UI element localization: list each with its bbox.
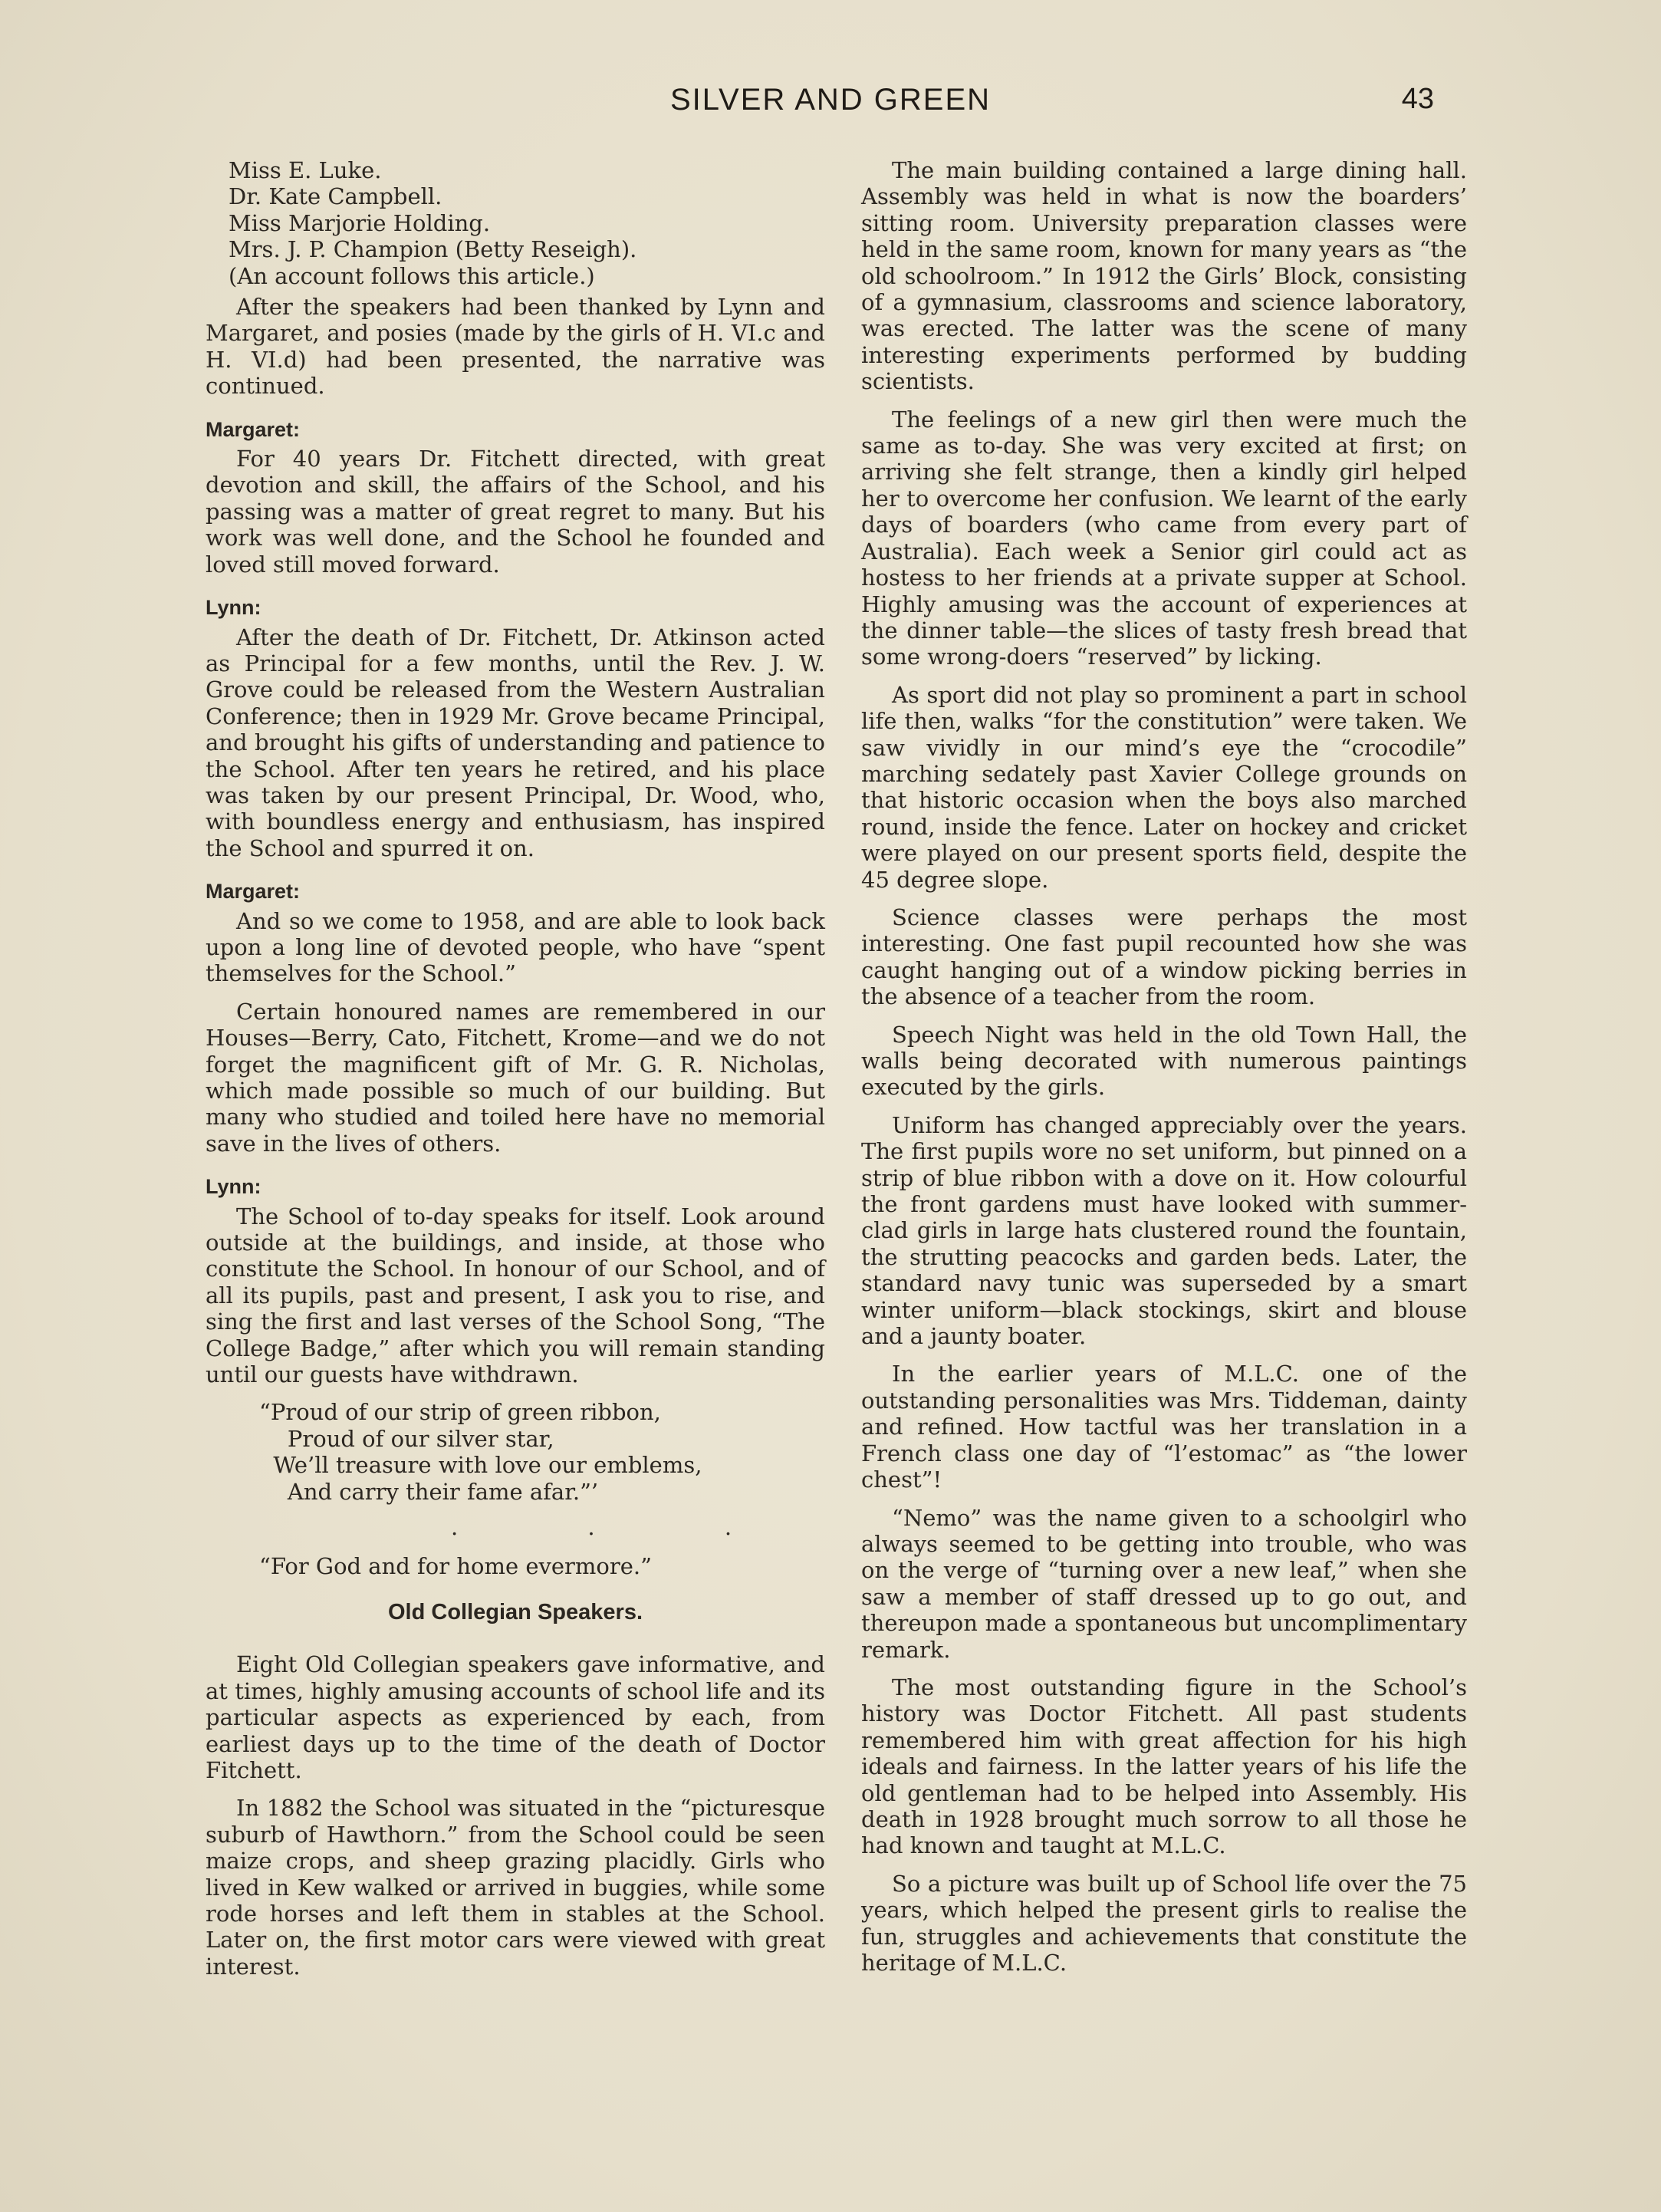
school-song-verse	[259, 1399, 825, 1505]
list-item: (An account follows this article.)	[229, 262, 595, 289]
list-item: Miss Marjorie Holding.	[229, 209, 491, 236]
page-number: 43	[1401, 83, 1434, 115]
paragraph: Science classes were perhaps the most interesting. One fast pupil recounted how she was caught hanging out of a window picking berries in the absence of a teacher from the room.	[861, 904, 1467, 1010]
paragraph: In 1882 the School was situated in the “picturesque suburb of Hawthorn.” from the School could be seen maize crops, and sheep grazing placidly. Girls who lived in Kew walked or arrived in buggies, while some rode horses and left them in stables at the School. Later on, the first motor cars were viewed with great interest.	[206, 1795, 825, 1980]
paragraph: And so we come to 1958, and are able to look back upon a long line of devoted people, who have “spent themselves for the School.”	[206, 907, 825, 987]
paragraph: The feelings of a new girl then were much the same as to-day. She was very excited at first; on arriving she felt strange, then a kindly girl helped her to overcome her confusion. We learnt of the early days of boarders (who came from every part of Australia). Each week a Senior girl could act as hostess to her friends at a private supper at School. Highly amusing was the account of experiences at the dinner table—the slices of tasty fresh bread that some wrong-doers “reserved” by licking.	[861, 406, 1467, 670]
verse-line: And carry their fame afar.”’	[259, 1478, 599, 1505]
speaker-label: Margaret:	[206, 880, 301, 904]
paragraph: The School of to-day speaks for itself. Look around outside at the buildings, and inside, at those who constitute the School. In honour of our School, and of all its pupils, past and present, I ask you to rise, and sing the first and last verses of the School Song, “The College Badge,” after which you will remain standing until our guests have withdrawn.	[206, 1203, 825, 1388]
speaker-list	[206, 157, 825, 289]
paragraph: Eight Old Collegian speakers gave informative, and at times, highly amusing accounts of school life and its particular aspects as experienced by each, from earliest days up to the time of the death of Doctor Fitchett.	[206, 1651, 825, 1783]
paragraph: The main building contained a large dining hall. Assembly was held in what is now the boarders’ sitting room. University preparation classes were held in the same room, known for many years as “the old schoolroom.” In 1912 the Girls’ Block, consisting of a gymnasium, classrooms and science laboratory, was erected. The latter was the scene of many interesting experiments performed by budding scientists.	[861, 157, 1467, 395]
ellipsis-dots: . . .	[451, 1514, 794, 1541]
paragraph: The most outstanding figure in the School’s history was Doctor Fitchett. All past students remembered him with great affection for his high ideals and fairness. In the latter years of his life the old gentleman had to be helped into Assembly. His death in 1928 brought much sorrow to all those he had known and taught at M.L.C.	[861, 1674, 1467, 1859]
paragraph: As sport did not play so prominent a part in school life then, walks “for the constitution” were taken. We saw vividly in our mind’s eye the “crocodile” marching sedately past Xavier College grounds on that historic occasion when the boys also marched round, inside the fence. Later on hockey and cricket were played on our present sports field, despite the 45 degree slope.	[861, 681, 1467, 893]
verse-line: “Proud of our strip of green ribbon,	[259, 1399, 661, 1426]
right-column	[861, 157, 1467, 1987]
list-item: Miss E. Luke.	[229, 157, 382, 183]
verse-line: We’ll treasure with love our emblems,	[259, 1452, 702, 1479]
refrain-line: “For God and for home evermore.”	[259, 1552, 652, 1579]
list-item: Mrs. J. P. Champion (Betty Reseigh).	[229, 236, 637, 263]
paragraph: After the death of Dr. Fitchett, Dr. Atkinson acted as Principal for a few months, until the Rev. J. W. Grove could be released from the Western Australian Conference; then in 1929 Mr. Grove became Principal, and brought his gifts of understanding and patience to the School. After ten years he retired, and his place was taken by our present Principal, Dr. Wood, who, with boundless energy and enthusiasm, has inspired the School and spurred it on.	[206, 624, 825, 861]
section-heading: Old Collegian Speakers.	[388, 1599, 643, 1624]
paragraph: Certain honoured names are remembered in our Houses—Berry, Cato, Fitchett, Krome—and we do not forget the magnificent gift of Mr. G. R. Nicholas, which made possible so much of our building. But many who studied and toiled here have no memorial save in the lives of others.	[206, 998, 825, 1157]
speaker-label: Lynn:	[206, 596, 261, 620]
paragraph: After the speakers had been thanked by Lynn and Margaret, and posies (made by the girls of H. VI.c and H. VI.d) had been presented, the narrative was continued.	[206, 294, 825, 400]
running-header: SILVER AND GREEN	[669, 83, 992, 117]
verse-line: Proud of our silver star,	[259, 1425, 554, 1452]
speaker-label: Lynn:	[206, 1175, 261, 1199]
list-item: Dr. Kate Campbell.	[229, 183, 442, 210]
speaker-label: Margaret:	[206, 417, 301, 441]
paragraph: “Nemo” was the name given to a schoolgirl who always seemed to be getting into trouble, who was on the verge of “turning over a new leaf,” when she saw a member of staff dressed up to go out, and thereupon made a spontaneous but uncomplimentary remark.	[861, 1504, 1467, 1663]
paragraph: In the earlier years of M.L.C. one of the outstanding personalities was Mrs. Tiddeman, dainty and refined. How tactful was her translation in a French class one day of “l’estomac” as “the lower chest”!	[861, 1361, 1467, 1493]
paragraph: For 40 years Dr. Fitchett directed, with great devotion and skill, the affairs of the School, and his passing was a matter of great regret to many. But his work was well done, and the School he founded and loved still moved forward.	[206, 446, 825, 578]
left-column	[206, 157, 825, 1991]
paragraph: So a picture was built up of School life over the 75 years, which helped the present girls to realise the fun, struggles and achievements that constitute the heritage of M.L.C.	[861, 1870, 1467, 1976]
paragraph: Uniform has changed appreciably over the years. The first pupils wore no set uniform, but pinned on a strip of blue ribbon with a dove on it. How colourful the front gardens must have looked with summer-clad girls in large hats clustered round the fountain, the strutting peacocks and garden beds. Later, the standard navy tunic was superseded by a smart winter uniform—black stockings, skirt and blouse and a jaunty boater.	[861, 1111, 1467, 1350]
paragraph: Speech Night was held in the old Town Hall, the walls being decorated with numerous paintings executed by the girls.	[861, 1021, 1467, 1101]
